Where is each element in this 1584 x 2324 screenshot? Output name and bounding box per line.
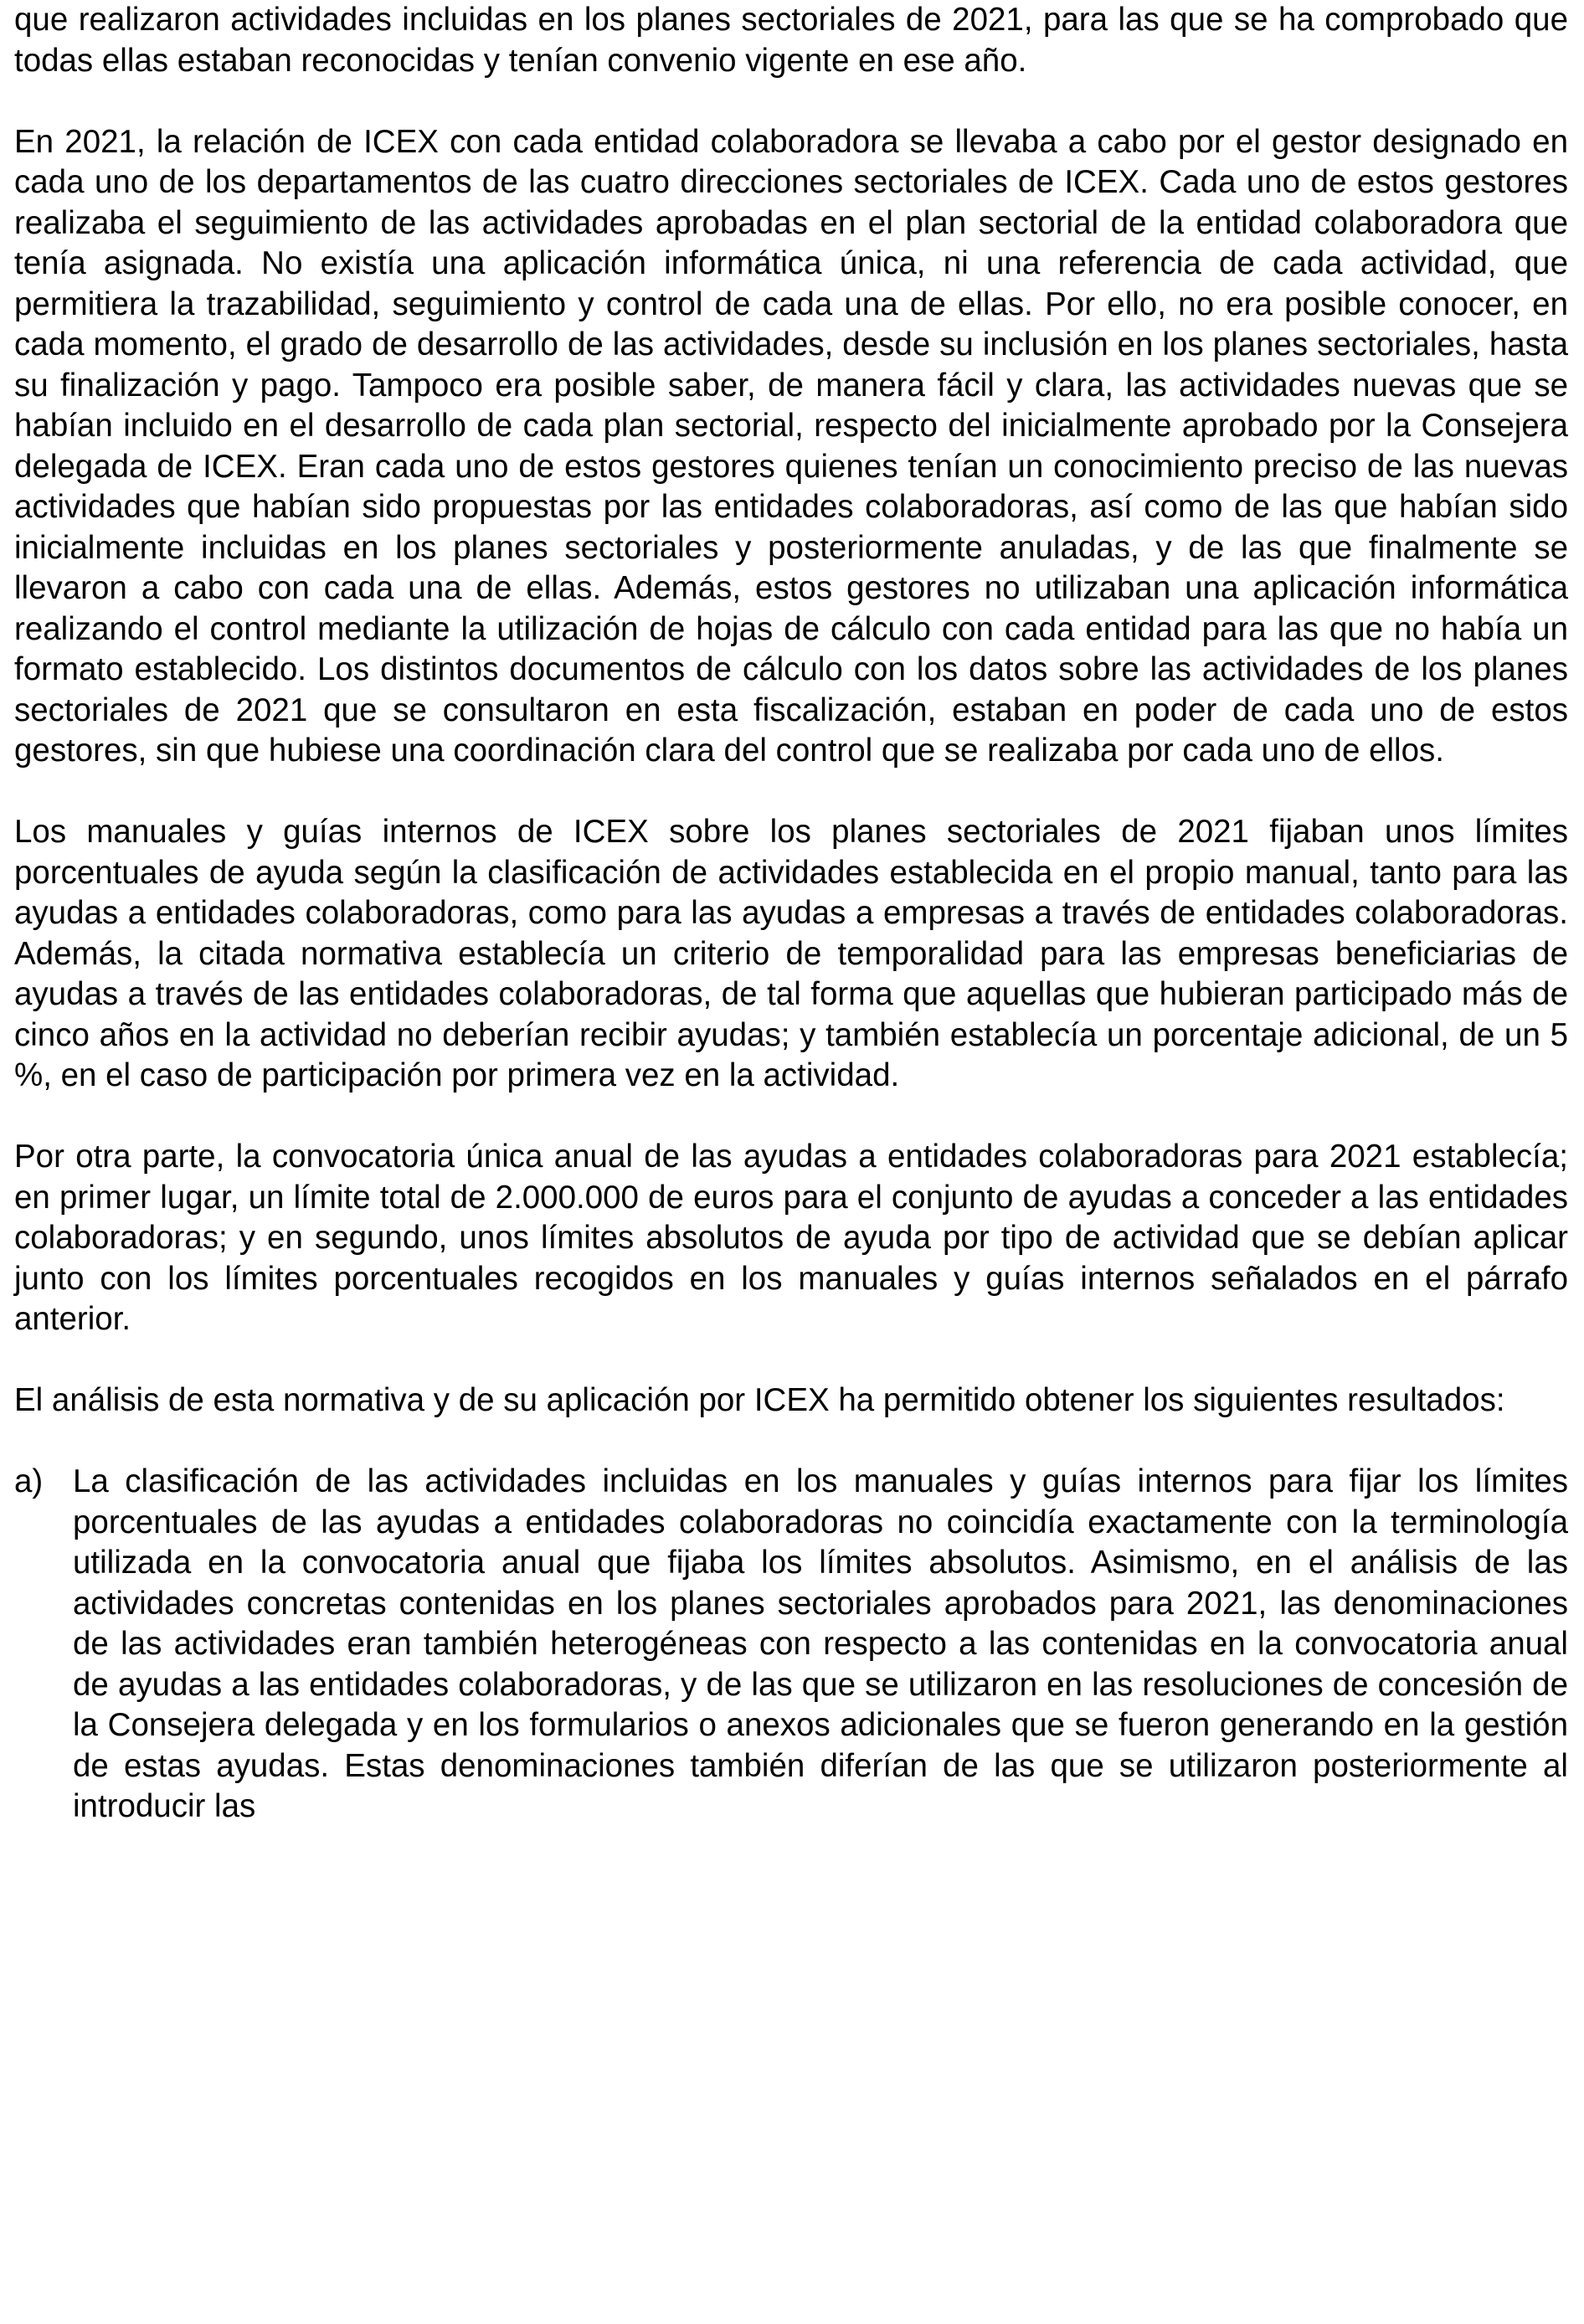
list-item-marker: a) xyxy=(14,1463,44,1499)
list-item-text: La clasificación de las actividades incluidas en los manuales y guías internos para fijar los límites porcentuales de las ayudas a entidades colaboradoras no coincidía exactamente con la terminología utilizada en la convocatoria anual que fijaba los límites absolutos. Asimismo, en el análisis de las actividades concretas contenidas en los planes sectoriales aprobados para 2021, las denominaciones de las actividades eran también heterogéneas con respecto a las contenidas en la convocatoria anual de ayudas a las entidades colaboradoras, y de las que se utilizaron en las resoluciones de concesión de la Consejera delegada y en los formularios o anexos adicionales que se fueron generando en la gestión de estas ayudas. Estas denominaciones también diferían de las que se utilizaron posteriormente al introducir las xyxy=(73,1463,1568,1824)
paragraph-continuation: que realizaron actividades incluidas en los planes sectoriales de 2021, para las que se ha comprobado que todas ellas estaban reconocidas y tenían convenio vigente en ese año. xyxy=(14,2,1568,79)
paragraph-annual-call: Por otra parte, la convocatoria única anual de las ayudas a entidades colaboradoras para 2021 establecía; en primer lugar, un límite total de 2.000.000 de euros para el conjunto de ayudas a conceder a las entidades colaboradoras; y en segundo, unos límites absolutos de ayuda por tipo de actividad que se debían aplicar junto con los límites porcentuales recogidos en los manuales y guías internos señalados en el párrafo anterior. xyxy=(14,1139,1568,1337)
paragraph-icex-relationship: En 2021, la relación de ICEX con cada entidad colaboradora se llevaba a cabo por el gestor designado en cada uno de los departamentos de las cuatro direcciones sectoriales de ICEX. Cada uno de estos gestores realizaba el seguimiento de las actividades aprobadas en el plan sectorial de la entidad colaboradora que tenía asignada. No existía una aplicación informática única, ni una referencia de cada actividad, que permitiera la trazabilidad, seguimiento y control de cada una de ellas. Por ello, no era posible conocer, en cada momento, el grado de desarrollo de las actividades, desde su inclusión en los planes sectoriales, hasta su finalización y pago. Tampoco era posible saber, de manera fácil y clara, las actividades nuevas que se habían incluido en el desarrollo de cada plan sectorial, respecto del inicialmente aprobado por la Consejera delegada de ICEX. Eran cada uno de estos gestores quienes tenían un conocimiento preciso de las nuevas actividades que habían sido propuestas por las entidades colaboradoras, así como de las que habían sido inicialmente incluidas en los planes sectoriales y posteriormente anuladas, y de las que finalmente se llevaron a cabo con cada una de ellas. Además, estos gestores no utilizaban una aplicación informática realizando el control mediante la utilización de hojas de cálculo con cada entidad para las que no había un formato establecido. Los distintos documentos de cálculo con los datos sobre las actividades de los planes sectoriales de 2021 que se consultaron en esta fiscalización, estaban en poder de cada uno de estos gestores, sin que hubiese una coordinación clara del control que se realizaba por cada uno de ellos. xyxy=(14,123,1568,769)
list-item xyxy=(14,1462,1568,1828)
document-page xyxy=(14,0,1568,1828)
results-list xyxy=(14,1462,1568,1828)
paragraph-internal-manuals: Los manuales y guías internos de ICEX sobre los planes sectoriales de 2021 fijaban unos límites porcentuales de ayuda según la clasificación de actividades establecida en el propio manual, tanto para las ayudas a entidades colaboradoras, como para las ayudas a empresas a través de entidades colaboradoras. Además, la citada normativa establecía un criterio de temporalidad para las empresas beneficiarias de ayudas a través de las entidades colaboradoras, de tal forma que aquellas que hubieran participado más de cinco años en la actividad no deberían recibir ayudas; y también establecía un porcentaje adicional, de un 5 %, en el caso de participación por primera vez en la actividad. xyxy=(14,814,1568,1093)
paragraph-analysis-results: El análisis de esta normativa y de su aplicación por ICEX ha permitido obtener los siguientes resultados: xyxy=(14,1382,1505,1418)
